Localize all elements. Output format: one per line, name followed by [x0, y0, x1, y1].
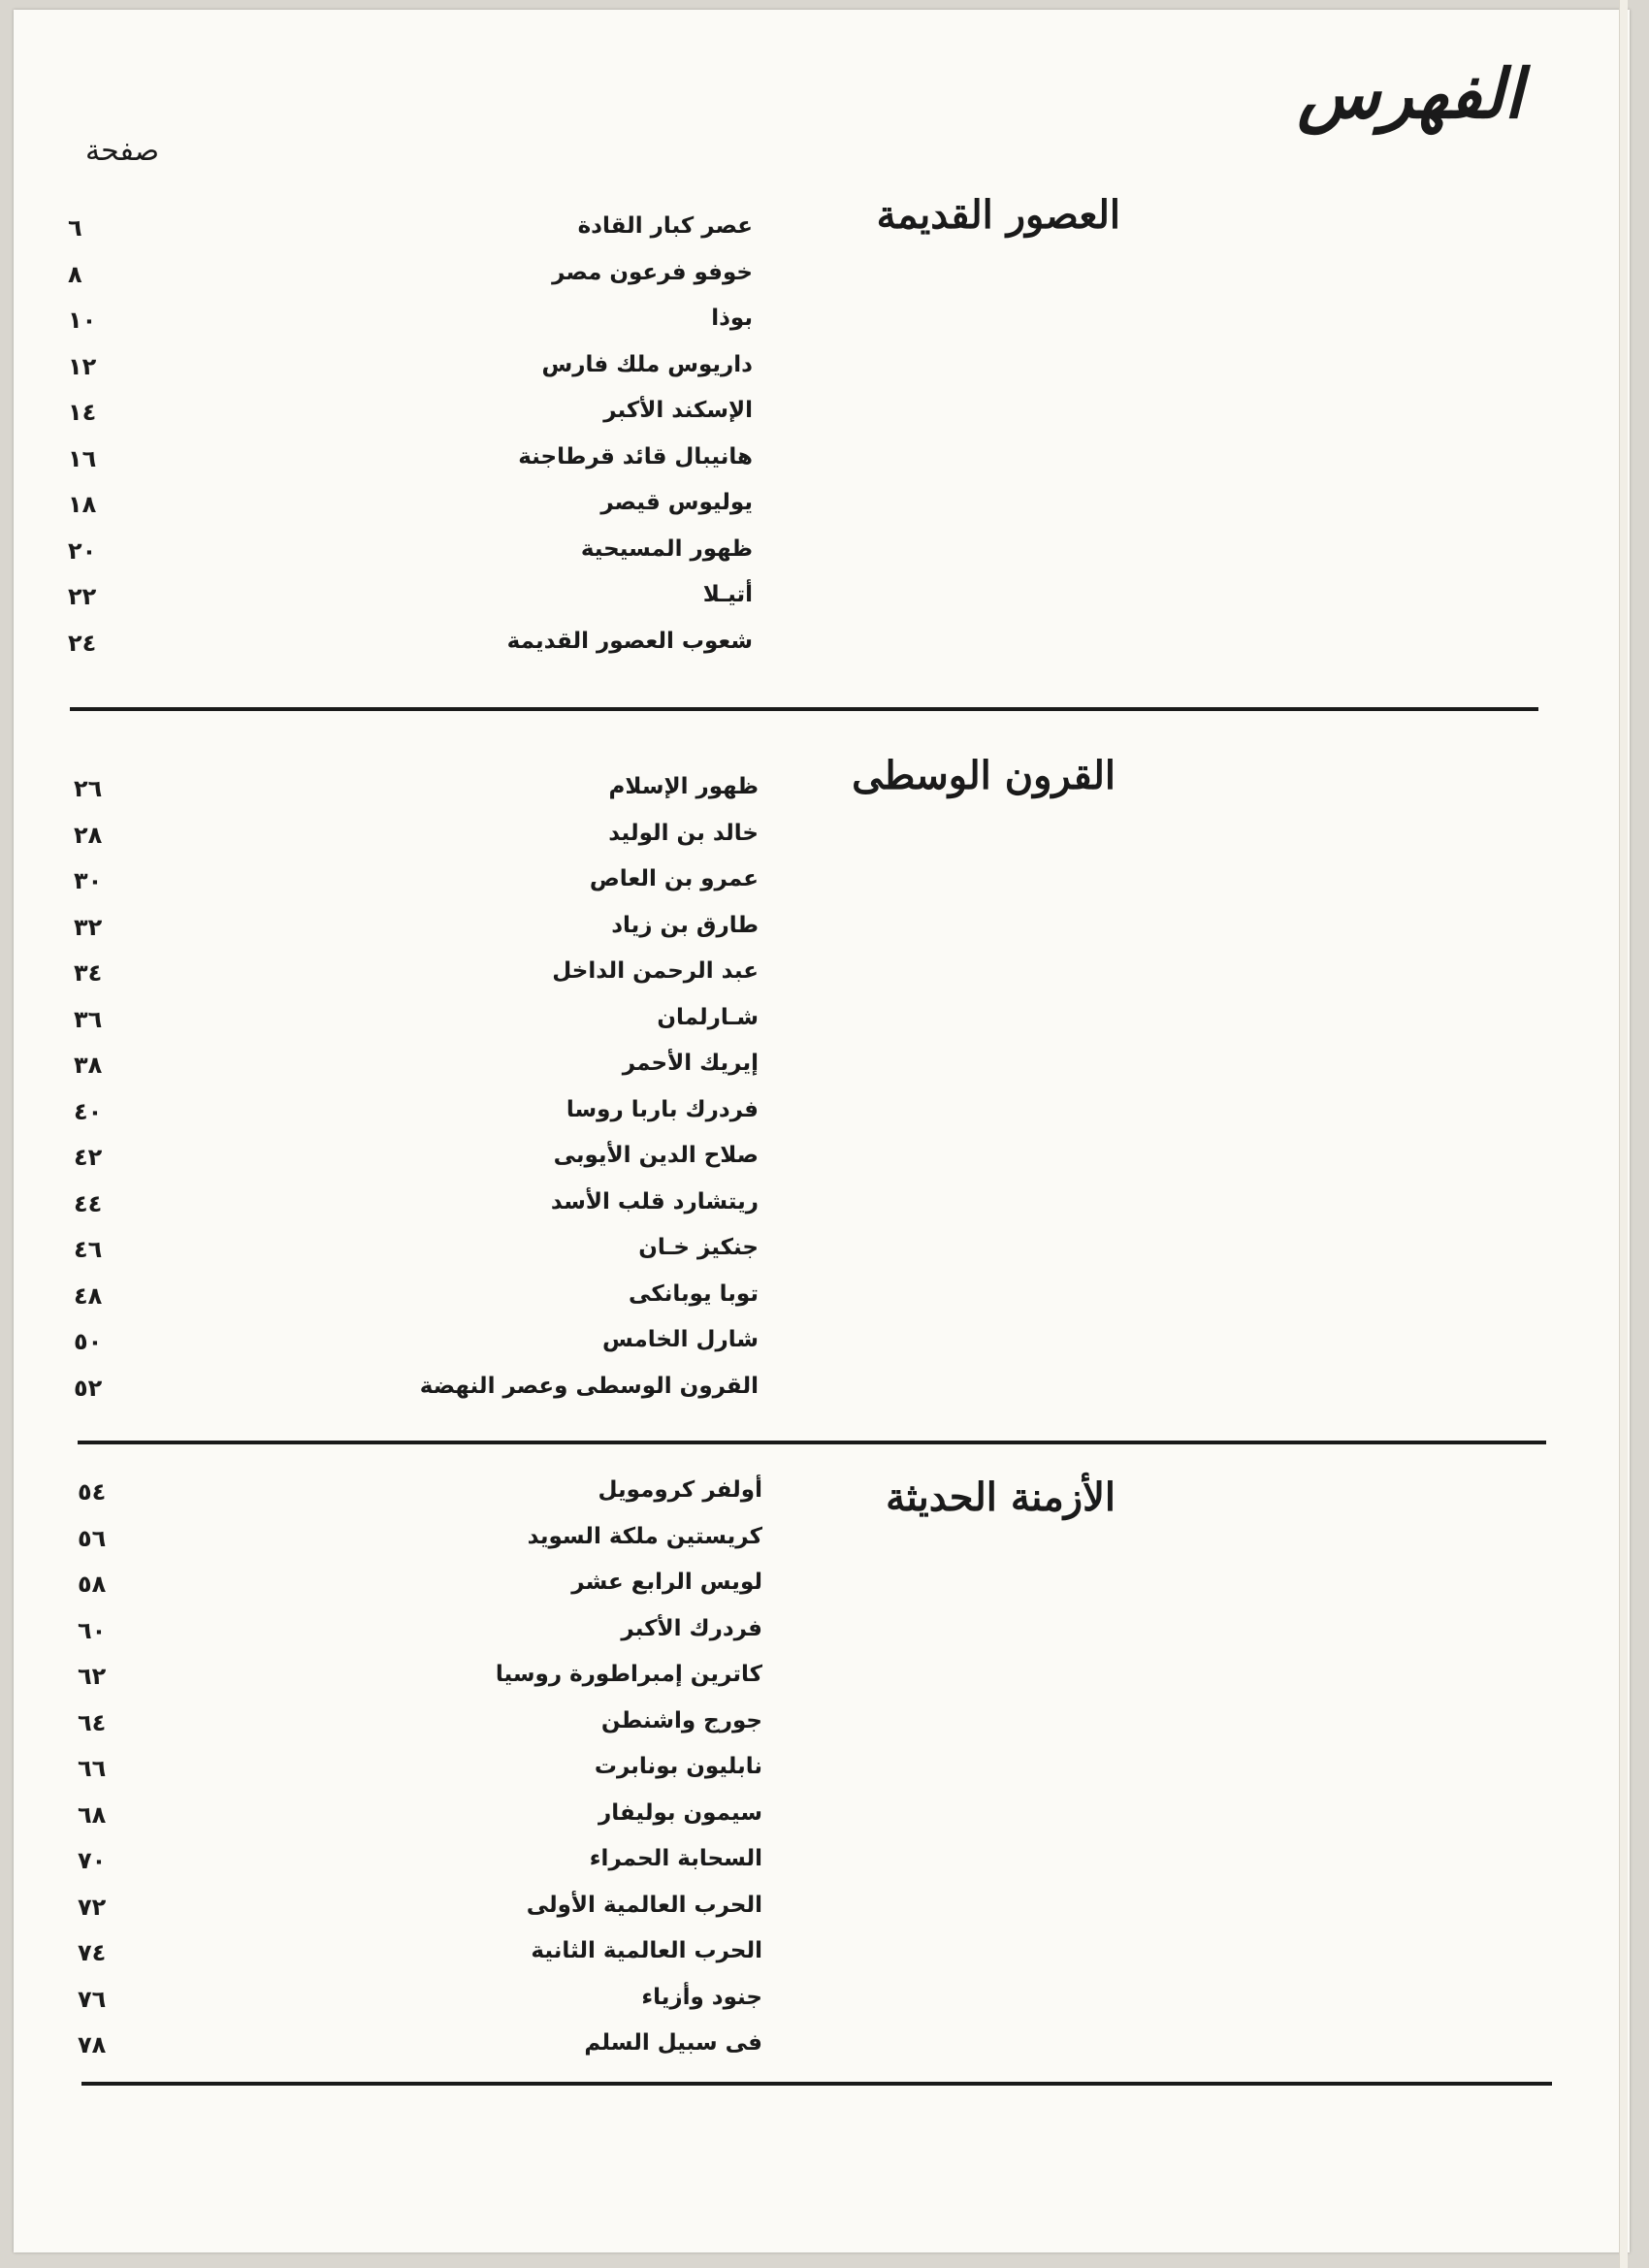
- toc-entry-page-number: ٥٦: [78, 1524, 107, 1552]
- toc-entry-page-number: ٧٨: [78, 2031, 107, 2058]
- toc-entry-page-number: ٢٦: [74, 775, 103, 802]
- toc-entry-page-number: ٧٦: [78, 1985, 107, 2013]
- toc-entry: [78, 1522, 762, 1569]
- toc-entry-page-number: ٥٠: [74, 1328, 103, 1355]
- toc-entry-title: خوفو فرعون مصر: [552, 259, 753, 285]
- toc-entry-page-number: ٤٠: [74, 1097, 103, 1125]
- toc-entry-page-number: ٦: [68, 214, 82, 242]
- toc-entry-page-number: ١٦: [68, 444, 97, 472]
- toc-entry-title: بوذا: [711, 306, 753, 331]
- toc-entry-title: جنود وأزياء: [641, 1984, 762, 2010]
- toc-entry-title: كريستين ملكة السويد: [527, 1523, 762, 1549]
- toc-entry-page-number: ٧٠: [78, 1847, 107, 1874]
- toc-entry: [68, 580, 753, 627]
- toc-entry-title: عبد الرحمن الداخل: [552, 958, 759, 984]
- toc-entry-page-number: ٢٢: [68, 583, 97, 610]
- toc-entry-title: داريوس ملك فارس: [541, 351, 753, 377]
- toc-entry: [68, 488, 753, 535]
- toc-entry: [68, 304, 753, 350]
- toc-entry: [68, 350, 753, 397]
- toc-entry-title: السحابة الحمراء: [589, 1846, 762, 1871]
- toc-entry-title: خالد بن الوليد: [608, 820, 759, 846]
- toc-entry-page-number: ٥٤: [78, 1478, 107, 1506]
- toc-entry-page-number: ٨: [68, 260, 82, 288]
- toc-entry: [74, 772, 759, 819]
- section-entries-modern: [78, 1475, 762, 2075]
- toc-entry: [68, 211, 753, 258]
- toc-entry: [78, 1844, 762, 1891]
- toc-entry-page-number: ١٢: [68, 352, 97, 380]
- toc-entry: [74, 1049, 759, 1095]
- section-title-modern: الأزمنة الحديثة: [886, 1474, 1116, 1520]
- toc-entry-page-number: ٧٢: [78, 1893, 107, 1921]
- toc-entry-title: أولفر كرومويل: [598, 1477, 762, 1503]
- section-title-medieval: القرون الوسطى: [852, 753, 1116, 798]
- page-edge: [1619, 0, 1628, 2268]
- toc-entry: [74, 1003, 759, 1050]
- toc-entry-page-number: ٦٤: [78, 1708, 107, 1736]
- toc-entry: [74, 1141, 759, 1187]
- toc-entry-title: ظهور المسيحية: [580, 535, 753, 562]
- toc-entry-page-number: ٤٨: [74, 1281, 103, 1310]
- toc-entry-title: فردرك الأكبر: [621, 1615, 762, 1641]
- page-column-label: صفحة: [85, 134, 160, 168]
- toc-entry: [78, 1475, 762, 1522]
- toc-entry: [68, 258, 753, 305]
- toc-entry: [78, 1706, 762, 1753]
- toc-entry-page-number: ٥٨: [78, 1571, 107, 1598]
- toc-entry-title: شـارلمان: [657, 1004, 759, 1030]
- section-entries-medieval: [74, 772, 759, 1417]
- toc-entry-title: إيريك الأحمر: [622, 1051, 759, 1076]
- toc-entry-title: القرون الوسطى وعصر النهضة: [419, 1373, 759, 1399]
- toc-entry: [74, 819, 759, 865]
- toc-entry: [78, 1614, 762, 1661]
- toc-entry-title: عمرو بن العاص: [589, 866, 759, 891]
- toc-entry: [74, 1372, 759, 1418]
- toc-entry: [74, 864, 759, 911]
- toc-entry-title: شارل الخامس: [602, 1327, 759, 1352]
- toc-entry-title: ريتشارد قلب الأسد: [550, 1188, 759, 1215]
- toc-entry-title: توبا يوبانكى: [629, 1280, 759, 1307]
- toc-entry-page-number: ٤٦: [74, 1236, 103, 1263]
- toc-entry-page-number: ٢٤: [68, 629, 97, 657]
- toc-entry: [78, 1752, 762, 1798]
- toc-entry: [74, 956, 759, 1003]
- toc-entry-page-number: ٢٠: [68, 536, 97, 565]
- toc-entry: [68, 442, 753, 489]
- toc-entry-page-number: ٦٢: [78, 1663, 107, 1690]
- toc-entry-page-number: ٣٦: [74, 1005, 103, 1033]
- toc-entry-title: نابليون بونابرت: [594, 1754, 762, 1779]
- toc-entry-page-number: ٦٦: [78, 1755, 107, 1782]
- toc-entry-title: الحرب العالمية الأولى: [526, 1892, 762, 1918]
- toc-entry: [78, 1798, 762, 1845]
- toc-entry-page-number: ١٠: [68, 307, 97, 334]
- toc-entry: [78, 1936, 762, 1983]
- toc-entry: [74, 1325, 759, 1372]
- toc-entry: [78, 1660, 762, 1706]
- toc-entry: [78, 1983, 762, 2029]
- toc-entry-title: جنكيز خـان: [638, 1235, 759, 1260]
- section-divider: [70, 707, 1538, 711]
- toc-entry-page-number: ٧٤: [78, 1939, 107, 1966]
- toc-entry-page-number: ١٤: [68, 399, 97, 426]
- toc-entry-page-number: ٤٤: [74, 1189, 103, 1217]
- toc-entry-title: فى سبيل السلم: [584, 2030, 762, 2056]
- toc-entry: [74, 1280, 759, 1326]
- toc-entry-title: فردرك باربا روسا: [566, 1096, 759, 1122]
- toc-entry-page-number: ٣٨: [74, 1052, 103, 1079]
- toc-entry-title: الإسكند الأكبر: [603, 398, 753, 423]
- toc-entry-page-number: ٢٨: [74, 821, 103, 849]
- toc-entry-title: أتيـلا: [702, 582, 753, 607]
- toc-entry-title: عصر كبار القادة: [577, 213, 753, 239]
- toc-entry: [78, 1568, 762, 1614]
- section-entries-ancient: [68, 211, 753, 672]
- toc-entry-page-number: ١٨: [68, 491, 97, 518]
- toc-entry-page-number: ٥٢: [74, 1374, 103, 1402]
- toc-entry-page-number: ٣٠: [74, 867, 103, 894]
- toc-entry-title: صلاح الدين الأيوبى: [553, 1143, 759, 1168]
- toc-entry-page-number: ٤٢: [74, 1144, 103, 1171]
- toc-entry-title: الحرب العالمية الثانية: [531, 1938, 762, 1963]
- toc-entry: [74, 1233, 759, 1280]
- toc-entry-page-number: ٦٨: [78, 1800, 107, 1829]
- toc-entry-page-number: ٣٢: [74, 913, 103, 941]
- toc-entry-page-number: ٦٠: [78, 1616, 107, 1644]
- toc-entry: [74, 1187, 759, 1234]
- toc-entry-title: طارق بن زياد: [611, 912, 759, 938]
- toc-entry-title: ظهور الإسلام: [608, 774, 759, 799]
- section-title-ancient: العصور القديمة: [876, 192, 1120, 238]
- toc-entry-title: شعوب العصور القديمة: [506, 628, 753, 654]
- toc-entry-title: كاترين إمبراطورة روسيا: [495, 1662, 762, 1687]
- toc-entry-title: لويس الرابع عشر: [571, 1570, 762, 1595]
- toc-entry: [68, 627, 753, 673]
- toc-entry: [78, 2028, 762, 2075]
- section-divider: [78, 1441, 1546, 1444]
- toc-entry: [68, 396, 753, 442]
- toc-entry-page-number: ٣٤: [74, 959, 103, 987]
- toc-entry-title: هانيبال قائد قرطاجنة: [518, 443, 753, 470]
- toc-entry-title: سيمون بوليفار: [598, 1799, 762, 1826]
- toc-entry-title: جورج واشنطن: [600, 1707, 762, 1733]
- toc-entry: [74, 911, 759, 957]
- toc-entry: [74, 1095, 759, 1142]
- toc-entry: [78, 1891, 762, 1937]
- toc-entry-title: يوليوس قيصر: [600, 490, 753, 515]
- index-title: الفهرس: [1297, 53, 1523, 134]
- toc-entry: [68, 535, 753, 581]
- section-divider: [81, 2082, 1552, 2086]
